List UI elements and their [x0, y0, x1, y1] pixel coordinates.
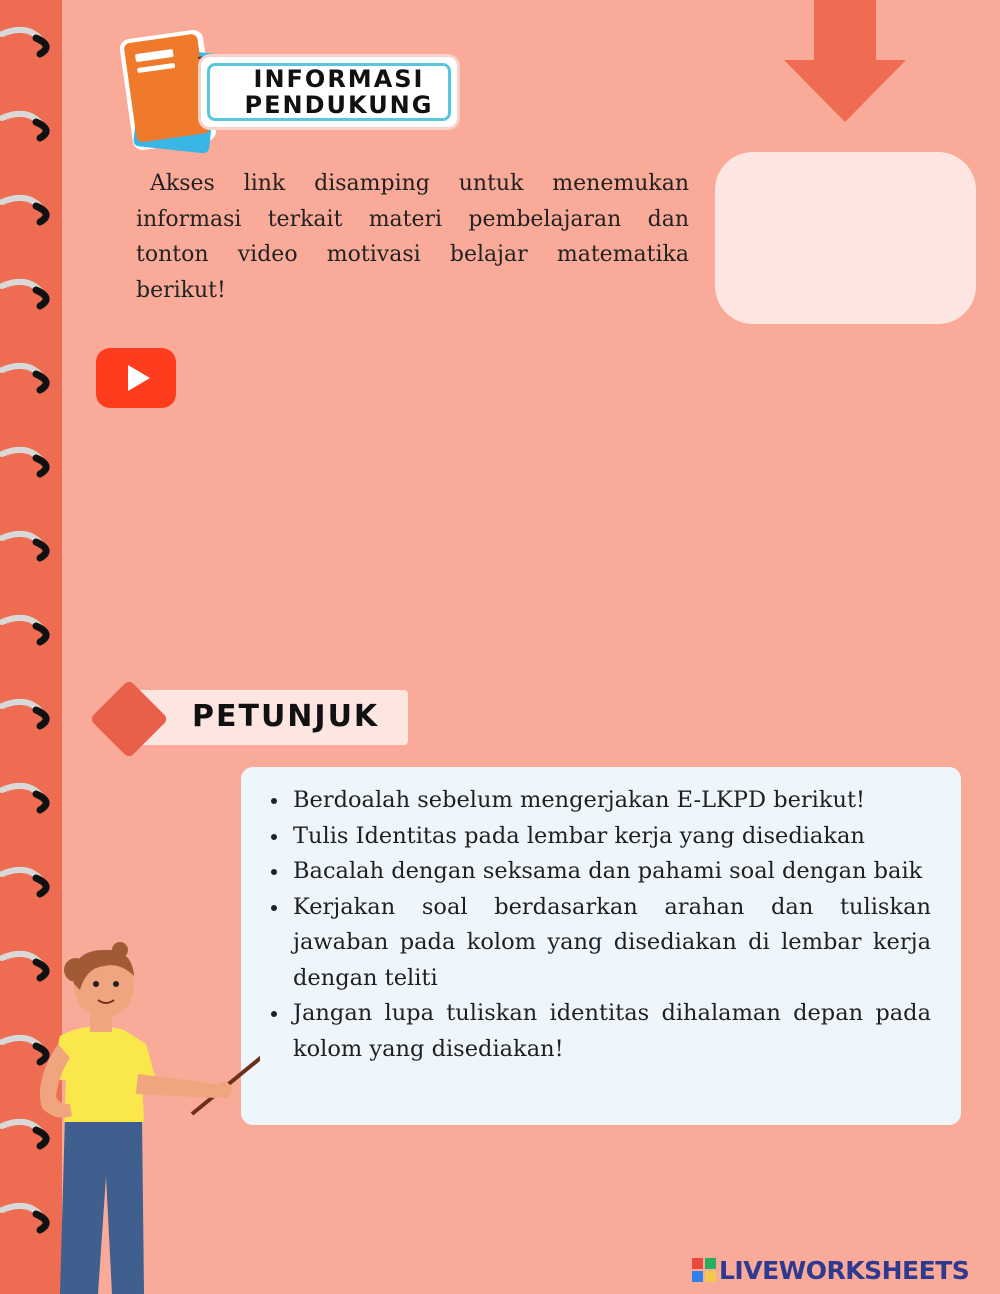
instructions-list	[293, 783, 931, 1067]
spiral-hole	[36, 794, 46, 810]
title-line-2: PENDUKUNG	[244, 91, 434, 119]
link-box[interactable]	[715, 152, 976, 324]
spiral-hole	[36, 626, 46, 642]
teacher-illustration	[20, 940, 260, 1294]
spiral-hole	[36, 122, 46, 138]
spiral-hole	[36, 374, 46, 390]
spiral-hole	[36, 458, 46, 474]
spiral-hole	[36, 206, 46, 222]
petunjuk-title: PETUNJUK	[192, 699, 380, 734]
youtube-icon[interactable]	[96, 348, 176, 408]
list-item: Jangan lupa tuliskan identitas dihalaman depan pada kolom yang disediakan!	[293, 996, 931, 1067]
spiral-hole	[36, 290, 46, 306]
list-item: Tulis Identitas pada lembar kerja yang disediakan	[293, 819, 931, 855]
spiral-hole	[36, 710, 46, 726]
intro-paragraph: Akses link disamping untuk menemukan informasi terkait materi pembelajaran dan tonton video motivasi belajar matematika berikut!	[136, 171, 689, 303]
title-line-1: INFORMASI	[253, 65, 425, 93]
spiral-hole	[36, 542, 46, 558]
liveworksheets-brand[interactable]	[692, 1254, 969, 1286]
down-arrow-icon	[780, 0, 910, 124]
spiral-hole	[36, 878, 46, 894]
list-item: Berdoalah sebelum mengerjakan E-LKPD berikut!	[293, 783, 931, 819]
list-item: Bacalah dengan seksama dan pahami soal dengan baik	[293, 854, 931, 890]
spiral-hole	[36, 38, 46, 54]
informasi-pendukung-badge	[118, 28, 468, 158]
petunjuk-heading	[92, 682, 412, 756]
brand-name: LIVEWORKSHEETS	[719, 1255, 970, 1285]
liveworksheets-logo	[692, 1258, 716, 1282]
instructions-panel	[241, 767, 961, 1125]
list-item: Kerjakan soal berdasarkan arahan dan tuliskan jawaban pada kolom yang disediakan di lembar kerja dengan teliti	[293, 890, 931, 997]
informasi-pendukung-label	[198, 54, 460, 130]
